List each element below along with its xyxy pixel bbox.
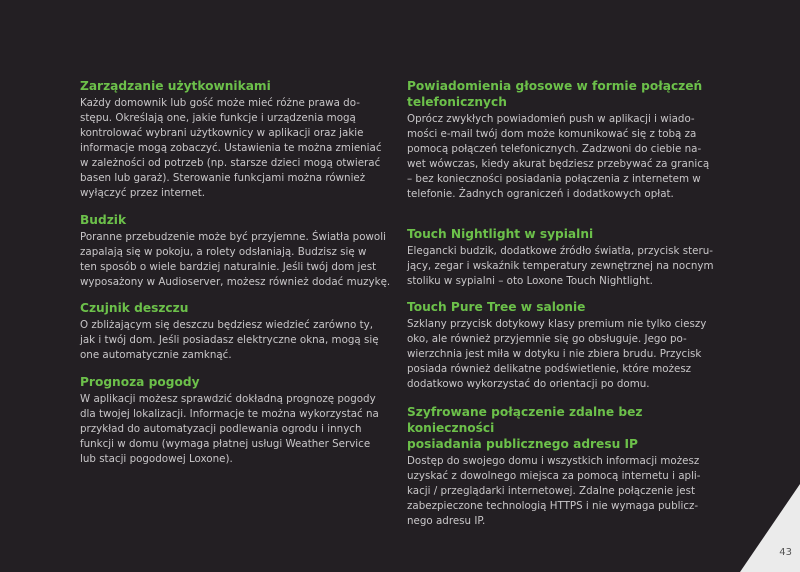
section-touch-nightlight	[407, 226, 727, 289]
page-corner-fold	[740, 484, 800, 572]
section-user-management	[80, 78, 398, 201]
section-rain-sensor	[80, 300, 398, 363]
section-body: Szklany przycisk dotykowy klasy premium nie tylko cieszy oko, ale również przyjemnie się go obsługuje. Jego po- wierzchnia jest miła w dotyku i nie zbiera brudu. Przycisk posiada również delikatne podświetlenie, które możesz dodatkowo wykorzystać do orientacji po domu.	[407, 318, 707, 390]
section-heading: Budzik	[80, 213, 127, 227]
page-number: 43	[779, 547, 792, 558]
section-body: W aplikacji możesz sprawdzić dokładną prognozę pogody dla twojej lokalizacji. Informacje te można wykorzystać na przykład do automatyzacji podlewania ogrodu i innych funkcji w domu (wymaga płatnej usługi Weather Service lub stacji pogodowej Loxone).	[80, 393, 379, 465]
section-touch-pure-tree	[407, 299, 727, 392]
section-encrypted-remote-access	[407, 404, 727, 529]
section-heading: Zarządzanie użytkownikami	[80, 79, 271, 93]
section-body: Każdy domownik lub gość może mieć różne prawa do- stępu. Określają one, jakie funkcje i urządzenia mogą kontrolować wybrani użytkownicy w aplikacji oraz jakie informacje mogą zobaczyć. Ustawienia te można zmieniać w zależności od potrzeb (np. starsze dzieci mogą otwierać basen lub garaż). Sterowanie funkcjami można również wyłączyć przez internet.	[80, 97, 382, 199]
right-column	[407, 78, 727, 540]
section-heading: Czujnik deszczu	[80, 301, 189, 315]
section-alarm-clock	[80, 212, 398, 290]
section-body: O zbliżającym się deszczu będziesz wiedzieć zarówno ty, jak i twój dom. Jeśli posiadasz elektryczne okna, mogą się one automatycznie zamknąć.	[80, 319, 379, 361]
section-heading: Prognoza pogody	[80, 375, 200, 389]
section-body: Oprócz zwykłych powiadomień push w aplikacji i wiado- mości e-mail twój dom może komunikować się z tobą za pomocą połączeń telefonicznych. Zadzwoni do ciebie na- wet wówczas, kiedy akurat będziesz przebywać za granicą – bez konieczności posiadania połączenia z internetem w telefonie. Żadnych ograniczeń i dodatkowych opłat.	[407, 113, 710, 200]
left-column	[80, 78, 398, 478]
section-heading: Powiadomienia głosowe w formie połączeń telefonicznych	[407, 79, 703, 109]
section-body: Elegancki budzik, dodatkowe źródło światła, przycisk steru- jący, zegar i wskaźnik temperatury zewnętrznej na nocnym stoliku w sypialni – oto Loxone Touch Nightlight.	[407, 245, 714, 287]
section-heading: Touch Nightlight w sypialni	[407, 227, 594, 241]
section-body: Dostęp do swojego domu i wszystkich informacji możesz uzyskać z dowolnego miejsca za pomocą internetu i apli- kacji / przeglądarki internetowej. Zdalne połączenie jest zabezpieczone technologią HTTPS i nie wymaga publicz- nego adresu IP.	[407, 455, 701, 527]
section-heading: Szyfrowane połączenie zdalne bez konieczności posiadania publicznego adresu IP	[407, 405, 643, 451]
section-weather-forecast	[80, 374, 398, 467]
section-heading: Touch Pure Tree w salonie	[407, 300, 586, 314]
section-voice-notifications	[407, 78, 727, 202]
section-body: Poranne przebudzenie może być przyjemne. Światła powoli zapalają się w pokoju, a rolety odsłaniają. Budzisz się w ten sposób o wiele bardziej naturalnie. Jeśli twój dom jest wyposażony w Audioserver, możesz również dodać muzykę.	[80, 231, 391, 288]
